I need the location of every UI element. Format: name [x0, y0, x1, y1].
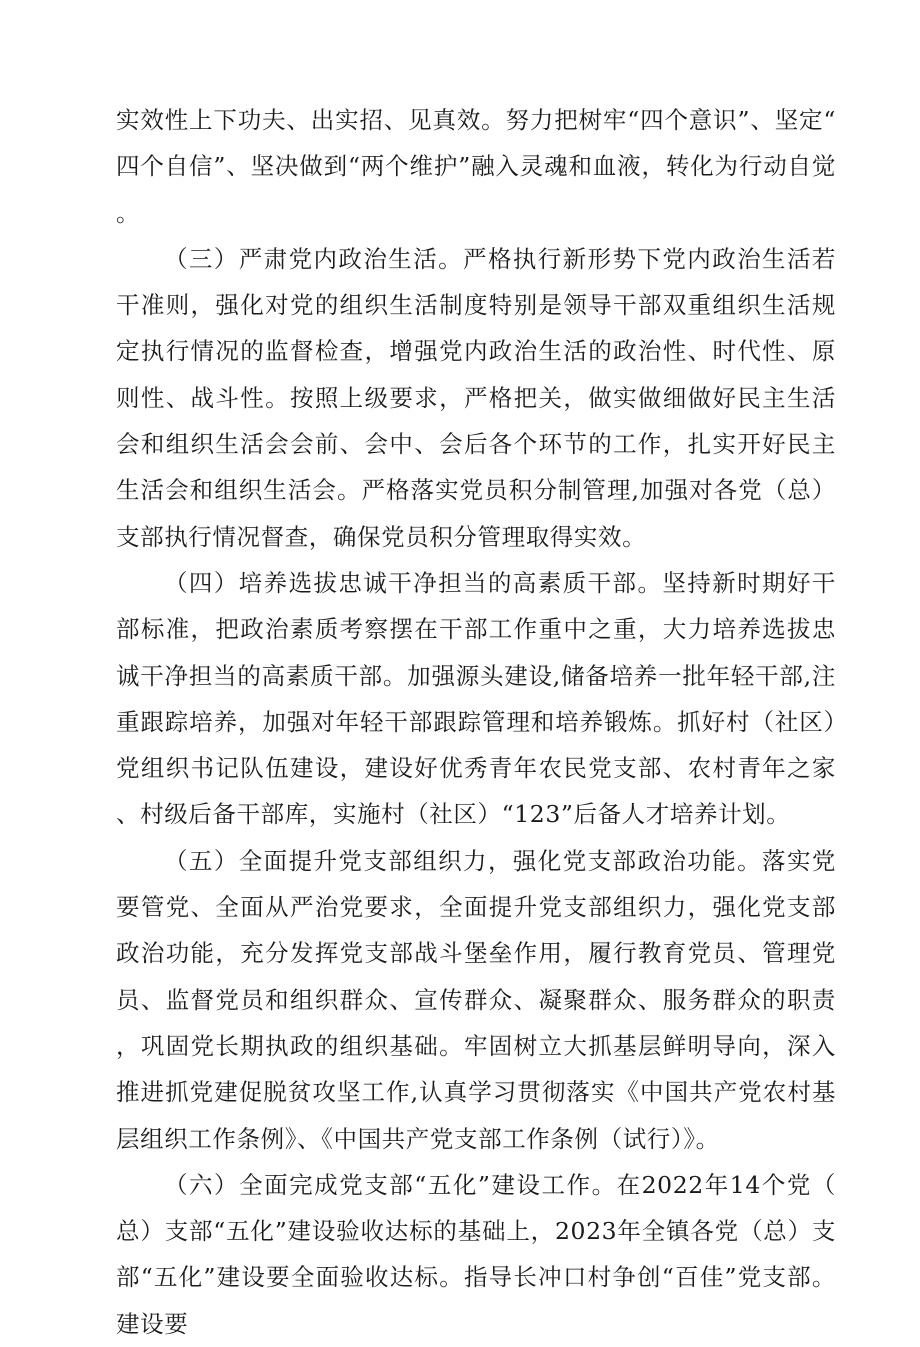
paragraph-section-3: （三）严肃党内政治生活。严格执行新形势下党内政治生活若干准则，强化对党的组织生活制度特别是领导干部双重组织生活规定执行情况的监督检查，增强党内政治生活的政治性、时代性、原则性、战斗性。按照上级要求，严格把关，做实做细做好民主生活会和组织生活会会前、会中、会后各个环节的工作，扎实开好民主生活会和组织生活会。严格落实党员积分制管理,加强对各党（总）支部执行情况督查，确保党员积分管理取得实效。 — [116, 244, 836, 551]
document-body — [116, 97, 836, 1347]
paragraph-continuation: 实效性上下功夫、出实招、见真效。努力把树牢“四个意识”、坚定“四个自信”、坚决做到“两个维护”融入灵魂和血液，转化为行动自觉。 — [116, 106, 836, 227]
paragraph-section-4: （四）培养选拔忠诚干净担当的高素质干部。坚持新时期好干部标准，把政治素质考察摆在干部工作重中之重，大力培养选拔忠诚干净担当的高素质干部。加强源头建设,储备培养一批年轻干部,注重跟踪培养，加强对年轻干部跟踪管理和培养锻炼。抓好村（社区）党组织书记队伍建设，建设好优秀青年农民党支部、农村青年之家、村级后备干部库，实施村（社区）“123”后备人才培养计划。 — [116, 568, 836, 829]
paragraph-section-6: （六）全面完成党支部“五化”建设工作。在2022年14个党（总）支部“五化”建设验收达标的基础上，2023年全镇各党（总）支部“五化”建设要全面验收达标。指导长冲口村争创“百佳”党支部。建设要 — [116, 1170, 836, 1338]
paragraph-section-5: （五）全面提升党支部组织力，强化党支部政治功能。落实党要管党、全面从严治党要求，全面提升党支部组织力，强化党支部政治功能，充分发挥党支部战斗堡垒作用，履行教育党员、管理党员、监督党员和组织群众、宣传群众、凝聚群众、服务群众的职责，巩固党长期执政的组织基础。牢固树立大抓基层鲜明导向，深入推进抓党建促脱贫攻坚工作,认真学习贯彻落实《中国共产党农村基层组织工作条例》、《中国共产党支部工作条例（试行）》。 — [116, 846, 836, 1153]
